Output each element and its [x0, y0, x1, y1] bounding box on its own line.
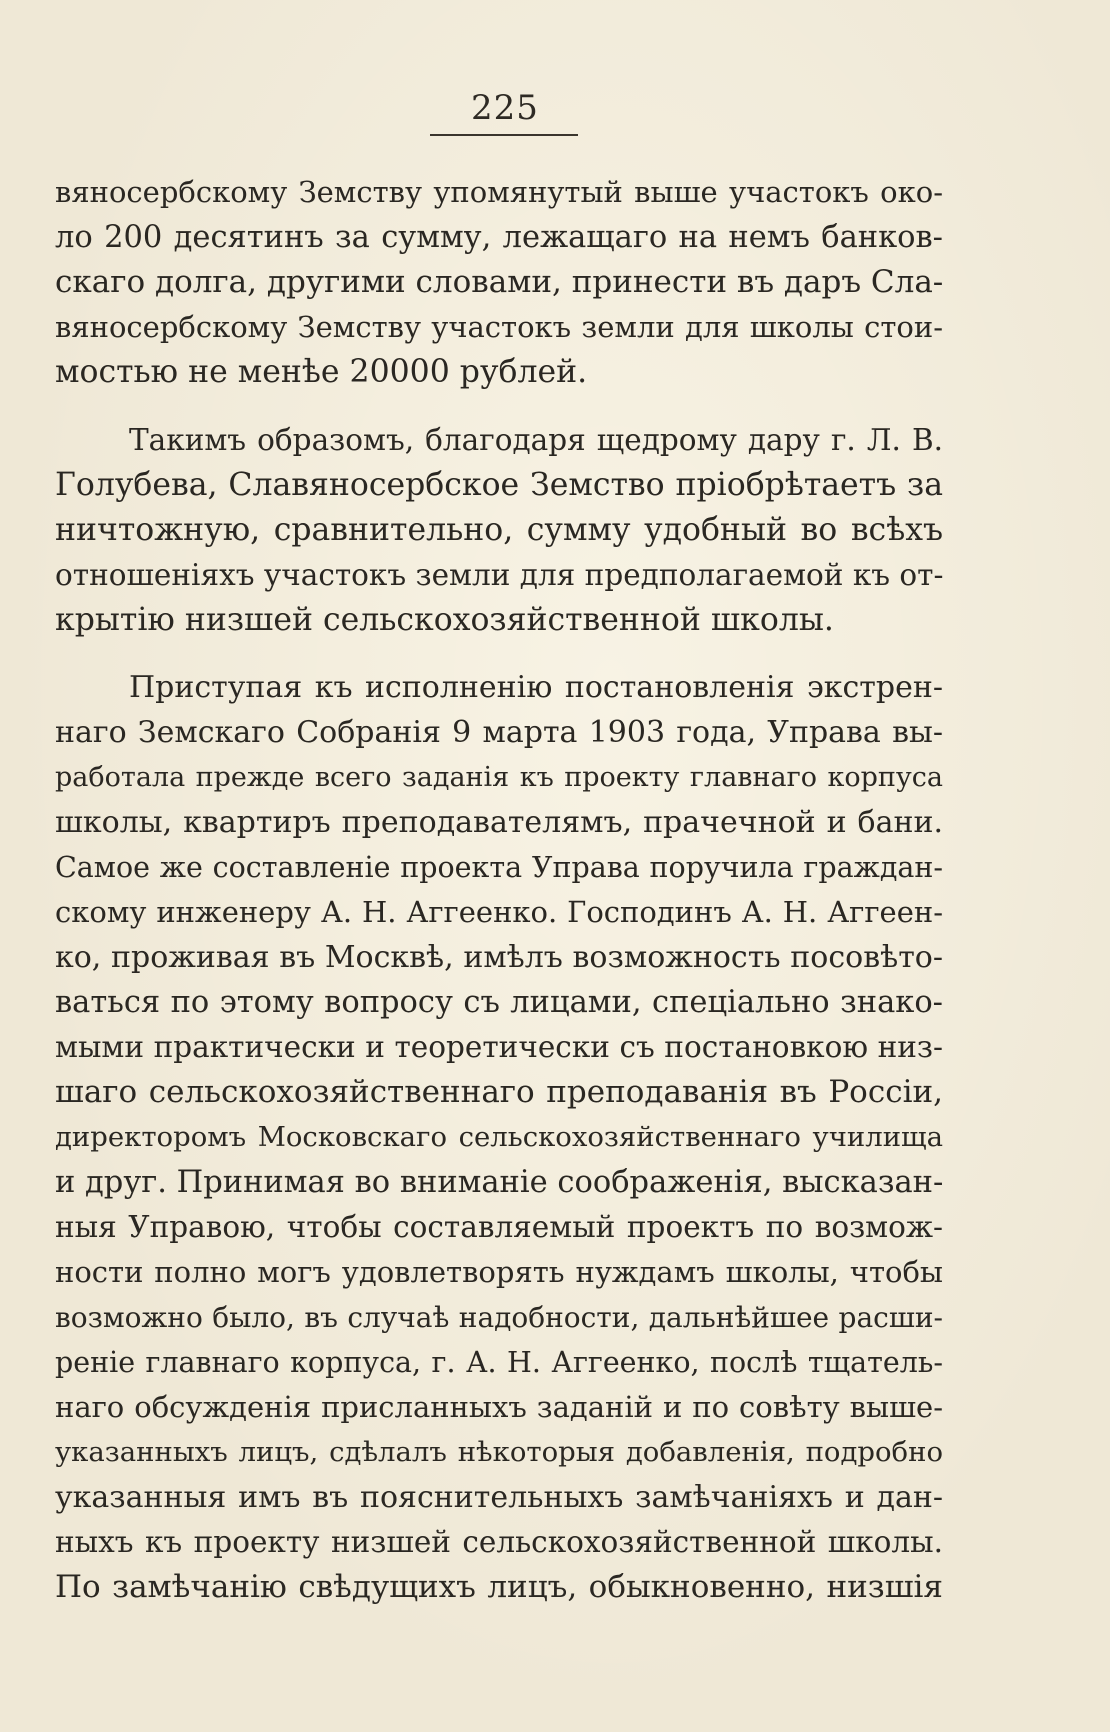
text-line: скому инженеру А. Н. Аггеенко. Господинъ А. Н. Аггеен- [55, 895, 943, 929]
text-line: наго обсужденія присланныхъ заданій и по совѣту выше- [55, 1390, 943, 1424]
text-line: По замѣчанію свѣдущихъ лицъ, обыкновенно, низшія [55, 1569, 943, 1605]
text-line: школы, квартиръ преподавателямъ, прачечной и бани. [55, 805, 943, 840]
text-line: крытію низшей сельскохозяйственной школы. [55, 602, 834, 638]
text-line: мостью не менѣе 20000 рублей. [55, 354, 588, 390]
text-line: ныхъ къ проекту низшей сельскохозяйственной школы. [55, 1525, 943, 1559]
text-line: работала прежде всего заданія къ проекту главнаго корпуса [55, 762, 943, 793]
text-line: указанныхъ лицъ, сдѣлалъ нѣкоторыя добавленія, подробно [55, 1436, 943, 1468]
text-line: Такимъ образомъ, благодаря щедрому дару г. Л. В. [129, 423, 943, 457]
text-line: возможно было, въ случаѣ надобности, дальнѣйшее расши- [55, 1301, 943, 1334]
text-line: ности полно могъ удовлетворять нуждамъ школы, чтобы [55, 1255, 943, 1289]
text-line: Приступая къ исполненію постановленія экстрен- [129, 670, 943, 705]
paragraph-1 [55, 170, 943, 395]
paragraph-2 [55, 418, 943, 643]
text-line: ныя Управою, чтобы составляемый проектъ по возмож- [55, 1210, 943, 1244]
text-line: ваться по этому вопросу съ лицами, спеціально знако- [55, 985, 943, 1020]
text-line: и друг. Принимая во вниманіе соображенія, высказан- [55, 1165, 943, 1200]
text-line: скаго долга, другими словами, принести въ даръ Сла- [55, 264, 943, 300]
text-line: ко, проживая въ Москвѣ, имѣлъ возможность посовѣто- [55, 940, 943, 975]
text-line: вяносербскому Земству упомянутый выше участокъ око- [55, 175, 943, 209]
text-line: реніе главнаго корпуса, г. А. Н. Аггеенко, послѣ тщатель- [55, 1346, 943, 1379]
text-line: директоромъ Московскаго сельскохозяйственнаго училища [55, 1121, 943, 1153]
text-line: Самое же составленіе проекта Управа поручила граждан- [55, 851, 943, 884]
page-number: 225 [471, 88, 539, 128]
text-line: ничтожную, сравнительно, сумму удобный во всѣхъ [55, 512, 943, 548]
text-line: ло 200 десятинъ за сумму, лежащаго на немъ банков- [55, 220, 943, 255]
text-line: указанныя имъ въ пояснительныхъ замѣчаніяхъ и дан- [55, 1480, 943, 1515]
text-line: отношеніяхъ участокъ земли для предполагаемой къ от- [55, 558, 943, 592]
text-line: мыми практически и теоретически съ постановкою низ- [55, 1030, 943, 1064]
text-line: Голубева, Славяносербское Земство пріобрѣтаетъ за [55, 467, 943, 503]
text-line: вяносербскому Земству участокъ земли для школы стои- [55, 310, 943, 344]
text-line: шаго сельскохозяйственнаго преподаванія въ Россіи, [55, 1074, 943, 1110]
header-rule [430, 134, 578, 136]
text-line: наго Земскаго Собранія 9 марта 1903 года, Управа вы- [55, 715, 943, 750]
paragraph-3 [55, 665, 943, 1610]
